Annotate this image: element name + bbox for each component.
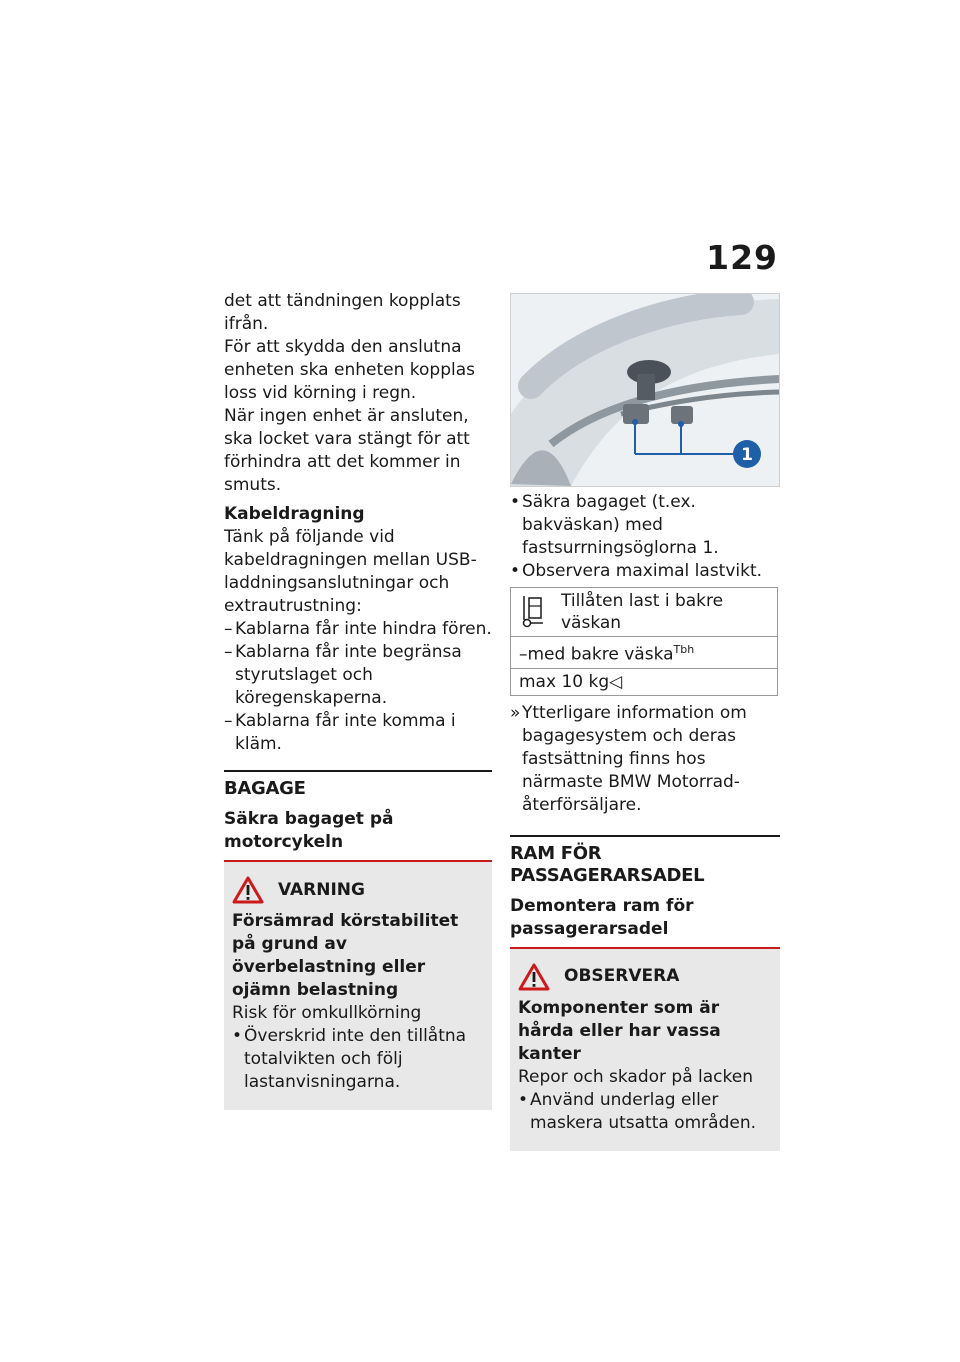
- intro-paragraph-1: det att tändningen kopplats ifrån.: [224, 291, 461, 334]
- warning-item: • Överskrid inte den tillåtna totalvikten och följ lastanvisningarna.: [232, 1025, 484, 1094]
- warning-triangle-icon: [518, 963, 550, 991]
- warning-label: VARNING: [278, 879, 365, 900]
- right-bullets: [510, 491, 780, 583]
- section-divider: [510, 835, 780, 941]
- load-table-row-1: –med bakre väska$^{Tbh}$: [511, 637, 778, 669]
- notice-item: • Använd underlag eller maskera utsatta områden.: [518, 1089, 772, 1135]
- load-table-row-1-sup: Tbh: [673, 643, 695, 656]
- info-item: » Ytterligare information om bagagesystem och deras fastsättning finns hos närmaste BMW Motorrad-återförsäljare.: [510, 702, 780, 817]
- load-table-header: [511, 588, 778, 637]
- page-number: 129: [706, 238, 778, 277]
- section-divider: [224, 770, 492, 854]
- bullet-item: • Säkra bagaget (t.ex. bakväskan) med fastsurrningsöglorna 1.: [510, 491, 780, 560]
- right-column: [510, 293, 780, 1151]
- warning-text: Risk för omkullkörning: [232, 1003, 422, 1023]
- figure-callout-1: 1: [741, 445, 753, 465]
- intro-paragraph-3: När ingen enhet är ansluten, ska locket vara stängt för att förhindra att det kommer in smuts.: [224, 406, 470, 495]
- cable-item: – Kablarna får inte komma i kläm.: [224, 710, 492, 756]
- intro-paragraph-2: För att skydda den anslutna enheten ska enheten kopplas loss vid körning i regn.: [224, 337, 475, 403]
- notice-text: Repor och skador på lacken: [518, 1066, 753, 1087]
- load-table-row-1-text: med bakre väska: [527, 644, 674, 665]
- section-title-ram: RAM FÖR PASSAGERARSADEL: [510, 842, 705, 886]
- cable-heading: Kabeldragning: [224, 504, 365, 524]
- cable-item: – Kablarna får inte begränsa styrutslaget och köregenskaperna.: [224, 641, 492, 710]
- luggage-figure: [510, 293, 780, 487]
- notice-bold-text: Komponenter som är hårda eller har vassa kanter: [518, 997, 721, 1064]
- load-weight-icon: [521, 594, 547, 628]
- cable-text: Tänk på följande vid kabeldragningen mellan USB-laddningsanslutningar och extrautrustning:: [224, 527, 477, 616]
- cable-list: [224, 618, 492, 756]
- warning-triangle-icon: [232, 876, 264, 904]
- info-list: [510, 702, 780, 817]
- subsection-title: Demontera ram för passagerarsadel: [510, 895, 694, 939]
- warning-box: [224, 862, 492, 1110]
- load-table-header-text: Tillåten last i bakre väskan: [561, 591, 724, 633]
- warning-bold-text: Försämrad körstabilitet på grund av överbelastning eller ojämn belastning: [232, 911, 459, 1000]
- load-table: [510, 587, 778, 696]
- left-column: [224, 290, 492, 1110]
- notice-box: [510, 949, 780, 1151]
- cable-item: – Kablarna får inte hindra fören.: [224, 618, 492, 641]
- bullet-item: • Observera maximal lastvikt.: [510, 560, 780, 583]
- notice-label: OBSERVERA: [564, 966, 680, 987]
- section-title-bagage: BAGAGE: [224, 778, 306, 799]
- load-table-row-2: max 10 kg◁: [511, 668, 778, 695]
- notice-list: [518, 1089, 772, 1135]
- motorcycle-rear-illustration: [511, 294, 779, 486]
- warning-list: [232, 1025, 484, 1094]
- subsection-title: Säkra bagaget på motorcykeln: [224, 809, 394, 852]
